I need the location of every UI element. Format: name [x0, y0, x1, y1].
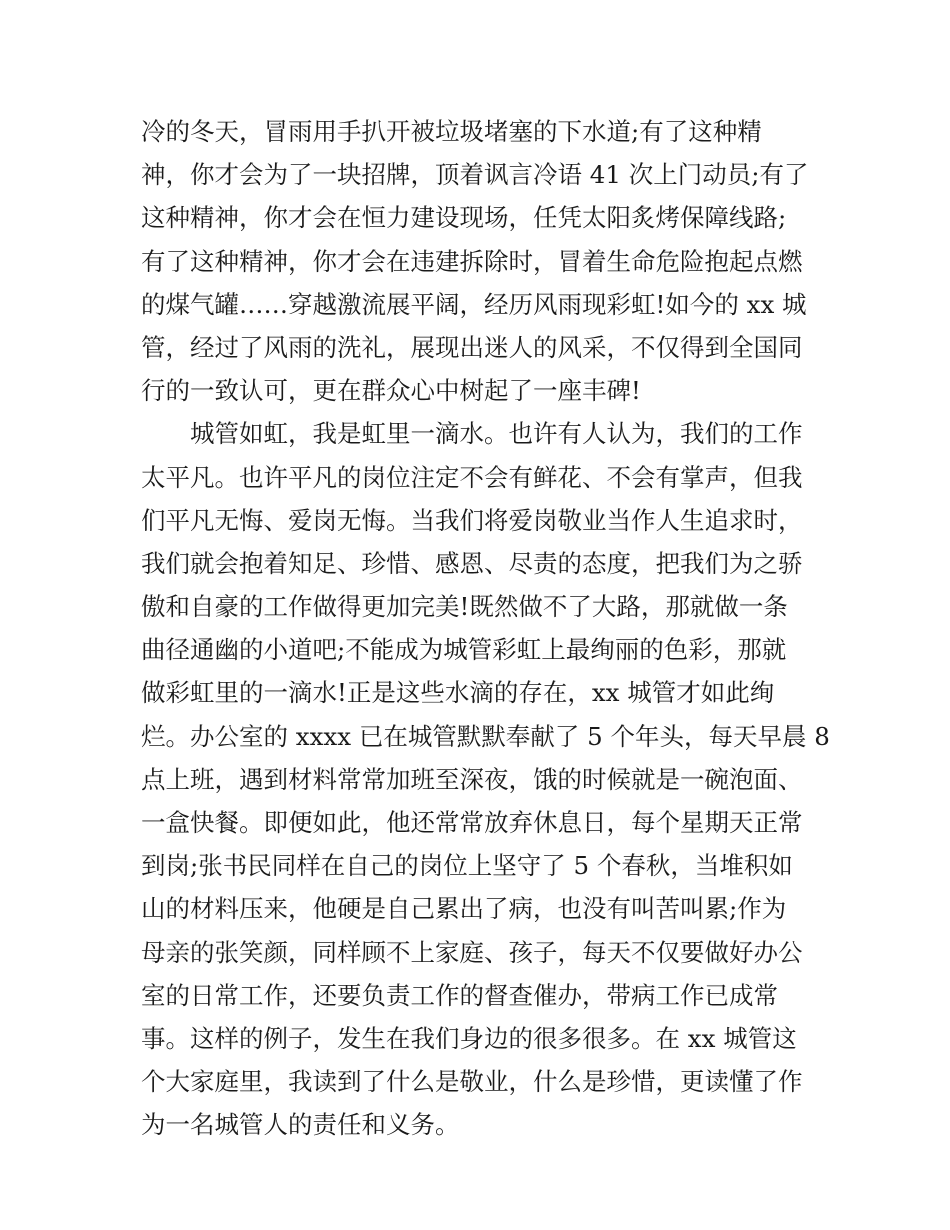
text-line: 这种精神，你才会在恒力建设现场，任凭太阳炙烤保障线路;: [141, 203, 787, 233]
text-line: 烂。办公室的 xxxx 已在城管默默奉献了 5 个年头，每天早晨 8: [141, 721, 830, 751]
text-line: 有了这种精神，你才会在违建拆除时，冒着生命危险抱起点燃: [141, 246, 803, 276]
text-line: 神，你才会为了一块招牌，顶着讽言冷语 41 次上门动员;有了: [141, 160, 809, 190]
text-line: 山的材料压来，他硬是自己累出了病，也没有叫苦叫累;作为: [141, 894, 787, 924]
text-line: 为一名城管人的责任和义务。: [141, 1110, 460, 1140]
text-line: 一盒快餐。即便如此，他还常常放弃休息日，每个星期天正常: [141, 808, 803, 837]
text-line: 傲和自豪的工作做得更加完美!既然做不了大路，那就做一条: [141, 592, 788, 622]
paragraph-2: [141, 412, 831, 1146]
text-line: 冷的冬天，冒雨用手扒开被垃圾堵塞的下水道;有了这种精: [141, 117, 762, 146]
text-line: 母亲的张笑颜，同样顾不上家庭、孩子，每天不仅要做好办公: [141, 937, 803, 967]
text-line: 管，经过了风雨的洗礼，展现出迷人的风采，不仅得到全国同: [141, 332, 803, 362]
paragraph-1: [141, 110, 831, 412]
text-line: 城管如虹，我是虹里一滴水。也许有人认为，我们的工作: [190, 419, 803, 449]
text-line: 点上班，遇到材料常常加班至深夜，饿的时候就是一碗泡面、: [141, 764, 803, 794]
text-line: 做彩虹里的一滴水!正是这些水滴的存在，xx 城管才如此绚: [141, 678, 775, 708]
text-line: 到岗;张书民同样在自己的岗位上坚守了 5 个春秋，当堆积如: [141, 851, 793, 881]
text-line: 的煤气罐……穿越激流展平阔，经历风雨现彩虹!如今的 xx 城: [141, 289, 807, 319]
text-line: 曲径通幽的小道吧;不能成为城管彩虹上最绚丽的色彩，那就: [141, 635, 787, 665]
text-line: 们平凡无悔、爱岗无悔。当我们将爱岗敬业当作人生追求时，: [141, 505, 803, 535]
text-line: 室的日常工作，还要负责工作的督查催办，带病工作已成常: [141, 980, 778, 1010]
text-line: 行的一致认可，更在群众心中树起了一座丰碑!: [141, 376, 641, 406]
text-line: 我们就会抱着知足、珍惜、感恩、尽责的态度，把我们为之骄: [141, 548, 803, 578]
text-line: 事。这样的例子，发生在我们身边的很多很多。在 xx 城管这: [141, 1023, 797, 1053]
text-line: 个大家庭里，我读到了什么是敬业，什么是珍惜，更读懂了作: [141, 1067, 803, 1097]
text-line: 太平凡。也许平凡的岗位注定不会有鲜花、不会有掌声，但我: [141, 462, 803, 492]
body-text: [141, 110, 831, 1147]
